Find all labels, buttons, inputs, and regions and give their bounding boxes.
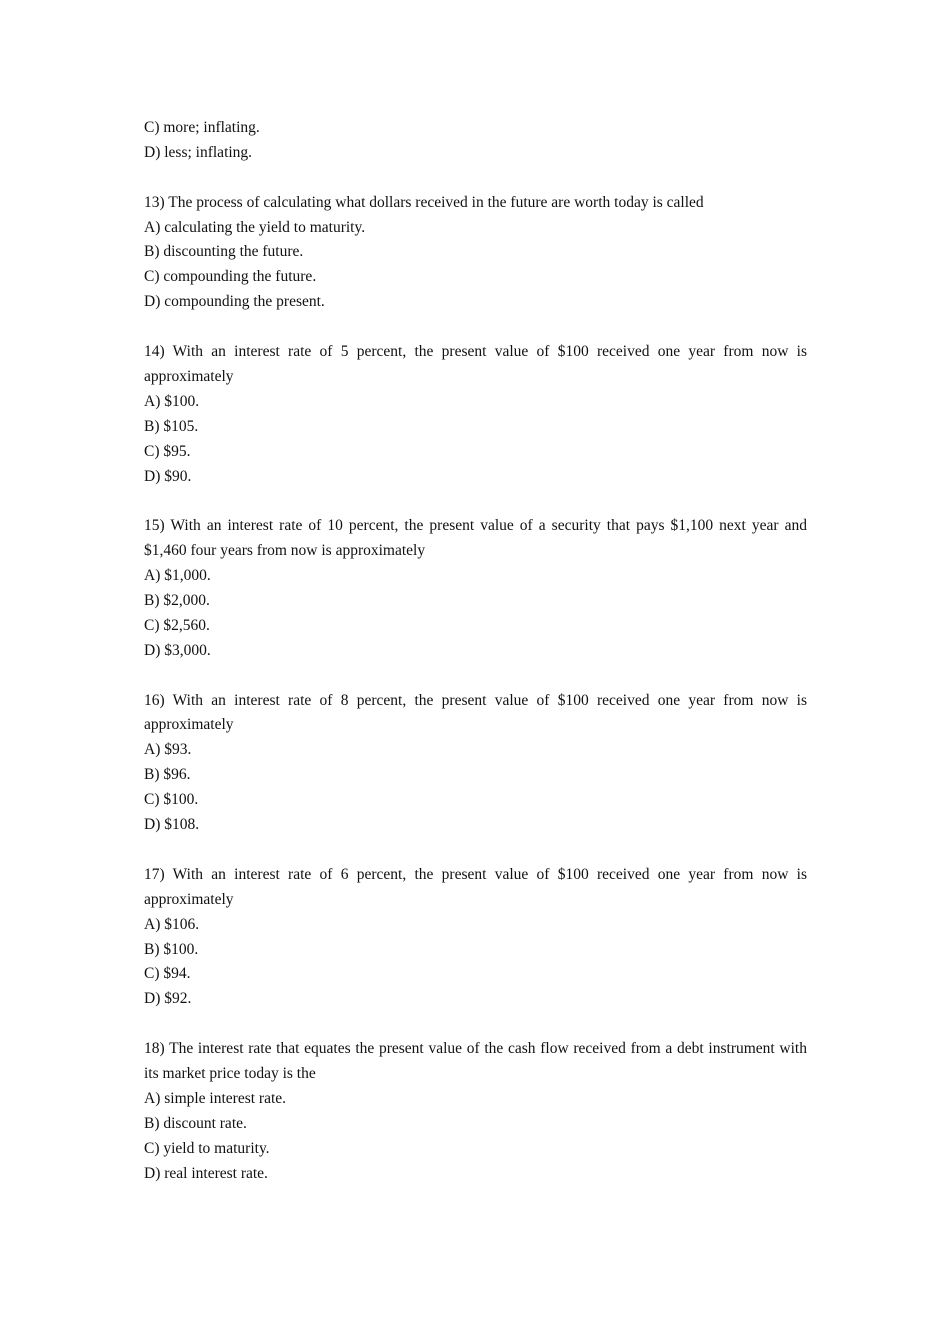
question-13 <box>144 191 807 315</box>
option-c: C) $94. <box>144 965 191 983</box>
option-d: D) real interest rate. <box>144 1164 268 1182</box>
question-text: 13) The process of calculating what dollars received in the future are worth today is called <box>144 193 704 211</box>
spacer <box>144 1012 807 1037</box>
document-page <box>144 116 807 1186</box>
question-17 <box>144 863 807 1012</box>
option-c: C) $2,560. <box>144 616 210 634</box>
question-16 <box>144 689 807 838</box>
question-15 <box>144 514 807 663</box>
option-a: A) simple interest rate. <box>144 1089 287 1107</box>
option-b: B) $100. <box>144 940 199 958</box>
option-b: B) $96. <box>144 766 191 784</box>
option-b: B) discount rate. <box>144 1114 247 1132</box>
option-b: B) $2,000. <box>144 592 210 609</box>
option-a: A) $1,000. <box>144 567 211 585</box>
option-c: C) compounding the future. <box>144 268 317 286</box>
option-d: D) $108. <box>144 816 200 834</box>
question-14 <box>144 340 807 489</box>
option-c: C) $95. <box>144 442 191 460</box>
question-12-tail <box>144 116 807 166</box>
spacer <box>144 489 807 514</box>
option-b: B) $105. <box>144 417 199 435</box>
option-a: A) $100. <box>144 392 200 410</box>
option-a: A) $93. <box>144 741 192 759</box>
option-a: A) calculating the yield to maturity. <box>144 218 366 236</box>
option-d: D) $3,000. <box>144 641 211 659</box>
spacer <box>144 664 807 689</box>
question-text: 16) With an interest rate of 8 percent, the present value of $100 received one year from now is approximately <box>144 691 807 734</box>
question-text: 15) With an interest rate of 10 percent, the present value of a security that pays $1,100 next year and $1,460 four years from now is approximately <box>144 517 807 560</box>
spacer <box>144 166 807 191</box>
spacer <box>144 315 807 340</box>
question-text: 17) With an interest rate of 6 percent, the present value of $100 received one year from now is approximately <box>144 865 807 908</box>
question-text: 14) With an interest rate of 5 percent, the present value of $100 received one year from now is approximately <box>144 343 807 385</box>
spacer <box>144 838 807 863</box>
option-d: D) $92. <box>144 990 192 1008</box>
option-d: D) less; inflating. <box>144 143 253 161</box>
option-d: D) $90. <box>144 467 192 485</box>
question-18 <box>144 1037 807 1186</box>
option-c: C) more; inflating. <box>144 119 260 136</box>
option-d: D) compounding the present. <box>144 293 325 311</box>
question-text: 18) The interest rate that equates the present value of the cash flow received from a debt instrument with its market price today is the <box>144 1040 807 1082</box>
option-c: C) $100. <box>144 791 199 809</box>
option-b: B) discounting the future. <box>144 243 304 261</box>
option-c: C) yield to maturity. <box>144 1139 270 1157</box>
option-a: A) $106. <box>144 915 200 933</box>
